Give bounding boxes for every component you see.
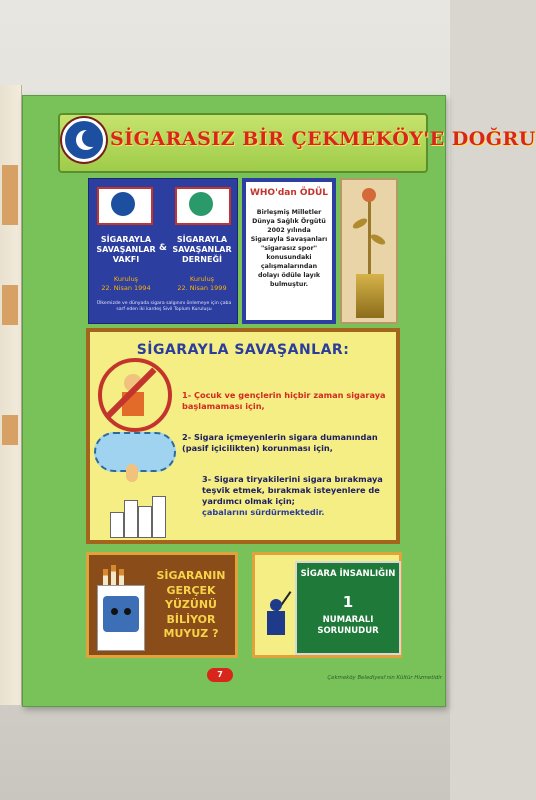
page-number: 7: [207, 668, 233, 682]
board-line-2: NUMARALI SORUNUDUR: [317, 615, 379, 636]
mission-panel: [86, 328, 400, 544]
page-title: SİGARASIZ BİR ÇEKMEKÖY'E DOĞRU: [110, 128, 536, 150]
smoke-cloud-icon: [94, 432, 176, 472]
cigarette-icon: [111, 565, 116, 587]
logo-emblem-icon: [62, 118, 106, 162]
mission-item-2: 2- Sigara içmeyenlerin sigara dumanından (pasif içicilikten) korunması için,: [182, 432, 378, 453]
mission-item-3-end: çabalarını sürdürmektedir.: [202, 507, 325, 517]
board-panel: [252, 552, 402, 658]
crowd-icon: [110, 490, 174, 538]
footer-credit: Çekmeköy Belediyesi'nin Kültür Hizmetidir: [327, 675, 442, 681]
org-name-left: SİGARAYLA SAVAŞANLAR VAKFI: [96, 235, 156, 264]
mission-item-3-text: 3- Sigara tiryakilerini sigara bırakmaya teşvik etmek, bırakmak isteyenlere de yardımcı olmak için;: [202, 474, 383, 506]
teacher-figure-icon: [263, 599, 289, 649]
who-award-text: Birleşmiş Milletler Dünya Sağlık Örgütü 2002 yılında Sigarayla Savaşanları "sigarasız spor" konusundaki çalışmalarından dolayı ödüle layık bulmuştur.: [250, 209, 328, 288]
board-number: 1: [342, 593, 354, 611]
org-name-right: SİGARAYLA SAVAŞANLAR DERNEĞİ: [172, 235, 232, 264]
mission-item-3: [202, 474, 398, 518]
org-date-left: 22. Nisan 1994: [101, 284, 151, 292]
board-line-1: SİGARA İNSANLIĞIN: [300, 569, 396, 579]
globe-logo-icon: [175, 187, 231, 225]
globe-logo-icon: [97, 187, 153, 225]
award-statue-icon: [340, 178, 398, 324]
question-panel: [86, 552, 238, 658]
no-smoking-sign-icon: [98, 358, 172, 432]
organizations-panel: [88, 178, 238, 324]
question-text: SİGARANIN GERÇEK YÜZÜNÜ BİLİYOR MUYUZ ?: [156, 569, 226, 640]
adjacent-page-edge: [0, 85, 22, 705]
org-date-right: 22. Nisan 1999: [177, 284, 227, 292]
ampersand: &: [159, 243, 167, 253]
cigarette-pack-icon: [97, 585, 145, 651]
chalkboard: [295, 561, 401, 655]
who-award-panel: [242, 178, 336, 324]
mission-title: SİGARAYLA SAVAŞANLAR:: [136, 342, 350, 358]
who-award-title: WHO'dan ÖDÜL: [249, 188, 329, 198]
org-note: Ülkemizde ve dünyada sigara salgınını önlemeye için çaba sarf eden iki kardeş Sivil Toplum Kuruluşu: [96, 301, 232, 312]
org-date-label-right: Kuruluş: [189, 275, 215, 283]
org-date-label-left: Kuruluş: [113, 275, 139, 283]
mission-item-1: 1- Çocuk ve gençlerin hiçbir zaman sigaraya başlamaması için,: [182, 390, 386, 411]
